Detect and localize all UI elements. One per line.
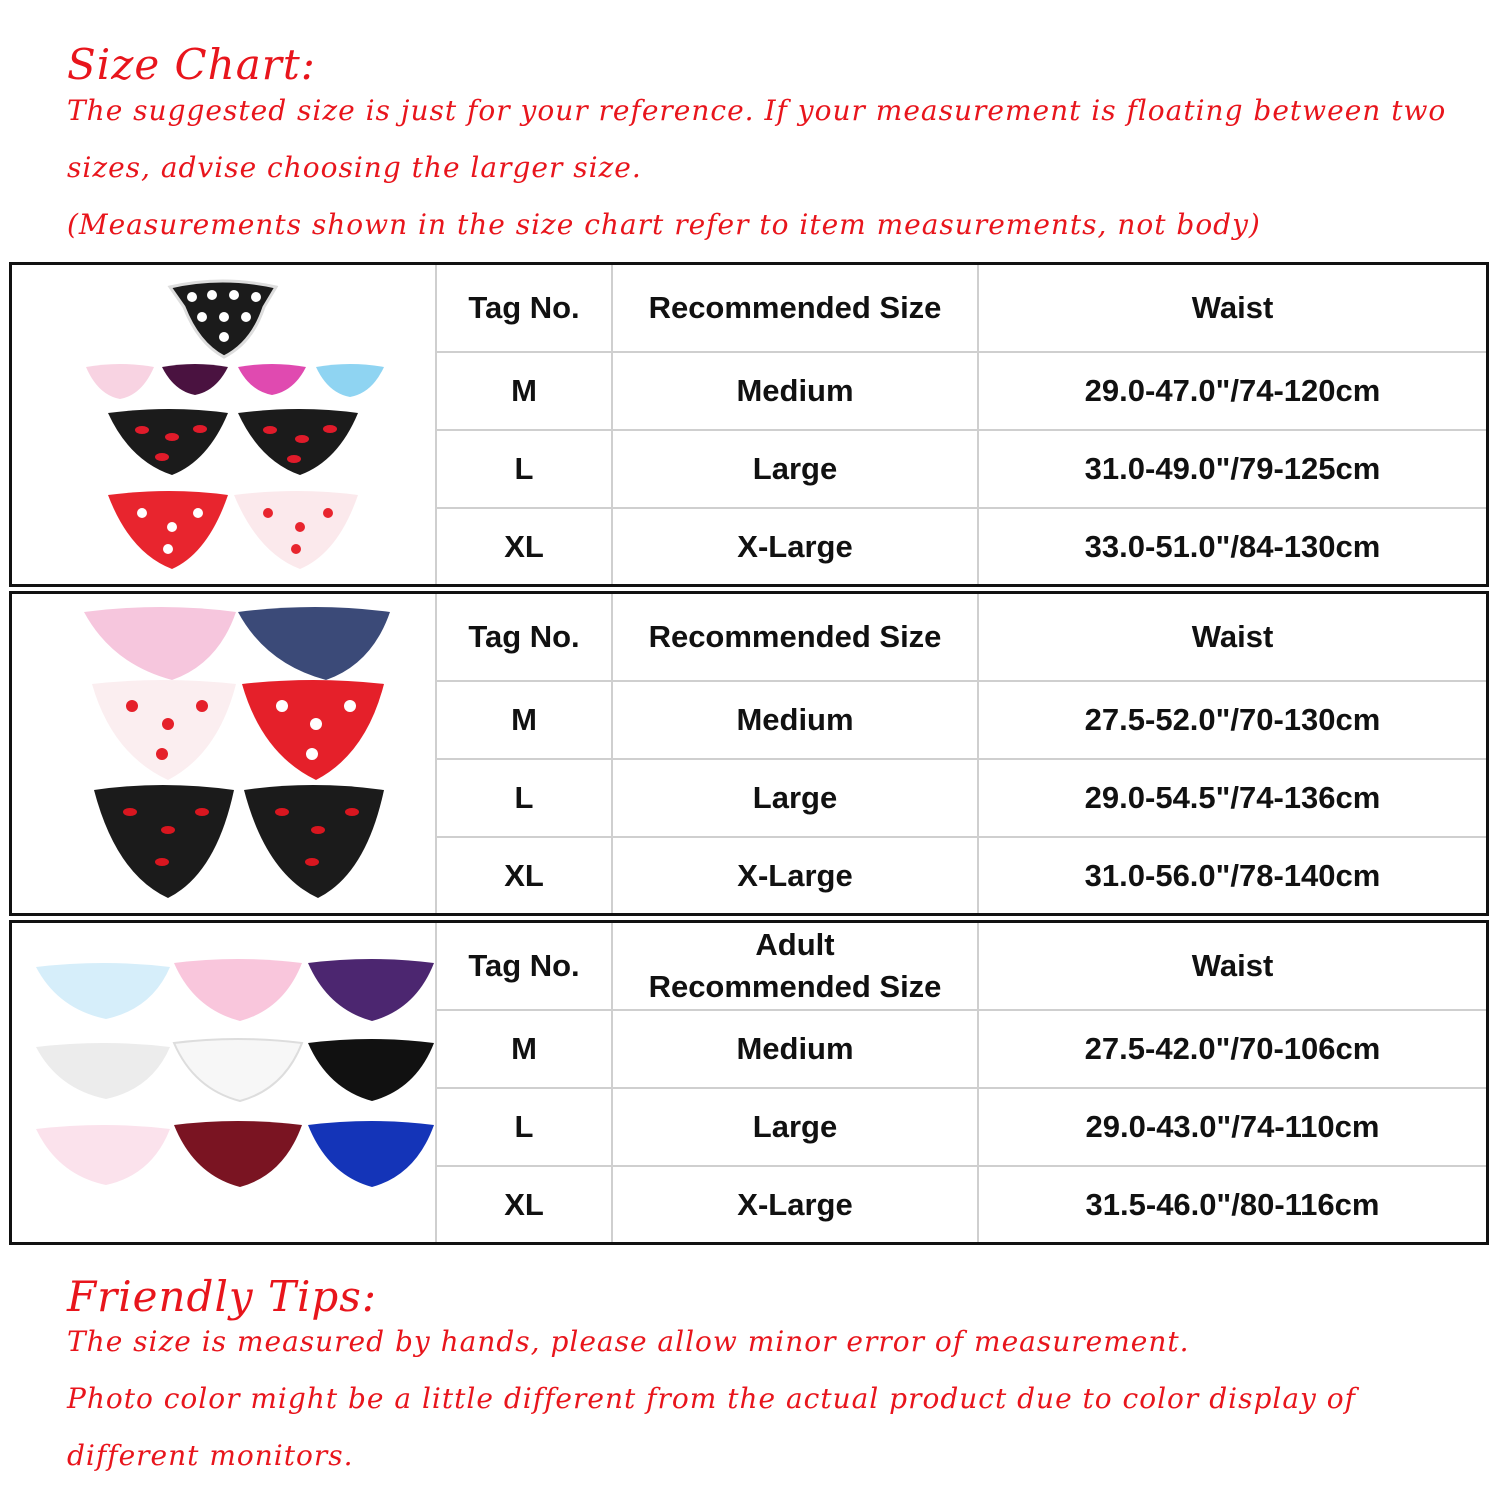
tag-cell: XL xyxy=(437,838,613,913)
product-photo-group-2 xyxy=(12,594,437,913)
size-grid-3 xyxy=(437,923,1486,1242)
product-photo-group-1 xyxy=(12,265,437,584)
waist-cell: 31.5-46.0"/80-116cm xyxy=(1085,1186,1380,1222)
black-red-lips-ruffle-brief-icon xyxy=(94,785,234,898)
header-row xyxy=(437,594,1486,682)
tips-line-2: Photo color might be a little different from the actual product due to color display of xyxy=(67,1382,1356,1415)
size-grid-2 xyxy=(437,594,1486,913)
tag-cell: XL xyxy=(437,509,613,584)
black-lips-ruffle-brief-icon xyxy=(244,785,384,898)
adult-label: Adult xyxy=(755,927,835,963)
black-satin-thong-icon xyxy=(308,1039,434,1101)
product-image-2 xyxy=(12,594,437,913)
header-line-1: The suggested size is just for your reference. If your measurement is floating between two xyxy=(67,94,1447,127)
tag-cell: XL xyxy=(437,1167,613,1242)
table-row xyxy=(437,838,1486,913)
red-hearts-ruffle-brief-icon xyxy=(242,680,384,780)
waist-header: Waist xyxy=(1191,619,1274,655)
navy-ruffle-brief-icon xyxy=(238,607,390,680)
waist-cell: 33.0-51.0"/84-130cm xyxy=(1084,528,1381,564)
size-cell: Large xyxy=(613,760,979,836)
waist-cell: 31.0-49.0"/79-125cm xyxy=(1084,451,1381,487)
tag-cell: L xyxy=(437,431,613,507)
tips-line-3: different monitors. xyxy=(67,1439,354,1472)
product-image-1 xyxy=(12,265,437,584)
table-row xyxy=(437,353,1486,431)
table-row xyxy=(437,1011,1486,1089)
recommended-size-header: Recommended Size xyxy=(613,594,979,680)
tag-no-header: Tag No. xyxy=(437,594,613,680)
size-cell: Medium xyxy=(613,682,979,758)
product-image-3 xyxy=(12,923,437,1242)
size-cell: Medium xyxy=(613,353,979,429)
size-table-2 xyxy=(9,591,1489,916)
product-photo-group-3 xyxy=(12,923,437,1242)
header-line-2: sizes, advise choosing the larger size. xyxy=(67,151,642,184)
size-cell: X-Large xyxy=(613,1167,979,1242)
waist-header: Waist xyxy=(1191,948,1274,984)
size-cell: X-Large xyxy=(613,838,979,913)
size-table-3 xyxy=(9,920,1489,1245)
table-row xyxy=(437,509,1486,584)
recommended-size-label: Recommended Size xyxy=(648,969,942,1004)
waist-cell: 27.5-42.0"/70-106cm xyxy=(1084,1031,1381,1067)
recommended-size-header: Recommended Size xyxy=(613,265,979,351)
tag-cell: L xyxy=(437,760,613,836)
burgundy-satin-thong-icon xyxy=(174,1121,302,1187)
waist-cell: 29.0-43.0"/74-110cm xyxy=(1085,1109,1380,1145)
header-row xyxy=(437,265,1486,353)
waist-cell: 29.0-47.0"/74-120cm xyxy=(1084,373,1381,409)
size-table-1 xyxy=(9,262,1489,587)
waist-cell: 27.5-52.0"/70-130cm xyxy=(1084,702,1381,738)
pink-satin-thong-icon xyxy=(174,959,302,1021)
size-cell: Medium xyxy=(613,1011,979,1087)
purple-satin-thong-icon xyxy=(308,959,434,1021)
size-cell: Large xyxy=(613,1089,979,1165)
royal-blue-satin-thong-icon xyxy=(308,1121,434,1187)
magenta-brief-icon xyxy=(238,364,306,395)
size-cell: X-Large xyxy=(613,509,979,584)
waist-cell: 29.0-54.5"/74-136cm xyxy=(1084,780,1381,816)
size-cell: Large xyxy=(613,431,979,507)
header-row xyxy=(437,923,1486,1011)
table-row xyxy=(437,1089,1486,1167)
white-hearts-ruffle-brief-icon xyxy=(92,680,236,780)
tag-cell: M xyxy=(437,682,613,758)
tips-line-1: The size is measured by hands, please allow minor error of measurement. xyxy=(67,1325,1190,1358)
black-polka-dot-brief-icon xyxy=(170,281,276,357)
tag-no-header: Tag No. xyxy=(437,265,613,351)
tag-cell: M xyxy=(437,353,613,429)
table-row xyxy=(437,431,1486,509)
pink-print-thong-icon xyxy=(36,1125,170,1185)
pink-ruffle-brief-icon xyxy=(84,607,236,680)
size-chart-title: Size Chart: xyxy=(67,40,316,89)
blue-brief-icon xyxy=(316,364,384,397)
purple-brief-icon xyxy=(162,364,228,395)
header-line-3: (Measurements shown in the size chart refer to item measurements, not body) xyxy=(67,208,1261,241)
light-blue-print-thong-icon xyxy=(36,963,170,1019)
white-satin-thong-icon xyxy=(174,1039,302,1101)
recommended-size-header xyxy=(613,923,979,1009)
waist-header: Waist xyxy=(1191,290,1274,326)
tag-no-header: Tag No. xyxy=(437,923,613,1009)
table-row xyxy=(437,682,1486,760)
waist-cell: 31.0-56.0"/78-140cm xyxy=(1084,857,1381,893)
tag-cell: L xyxy=(437,1089,613,1165)
size-grid-1 xyxy=(437,265,1486,584)
white-print-thong-icon xyxy=(36,1043,170,1099)
pink-brief-icon xyxy=(86,364,154,399)
table-row xyxy=(437,760,1486,838)
tag-cell: M xyxy=(437,1011,613,1087)
friendly-tips-title: Friendly Tips: xyxy=(67,1272,377,1321)
table-row xyxy=(437,1167,1486,1242)
black-lips-brief-left-icon xyxy=(108,409,228,475)
